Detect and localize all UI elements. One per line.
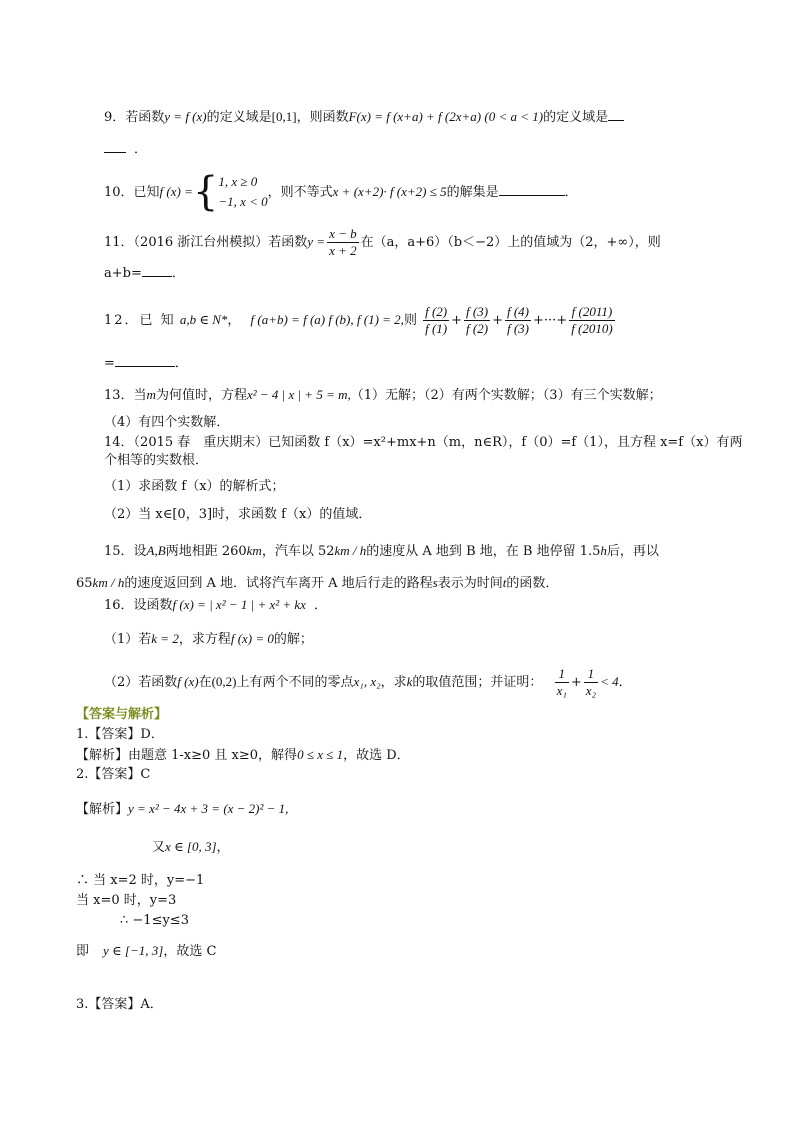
q14-p1: （1）求函数 f（x）的解析式； — [104, 479, 285, 494]
q16-p1c: ，求方程 — [178, 632, 231, 647]
q12-comma: ， — [227, 313, 241, 328]
question-11-cont — [104, 264, 185, 283]
q16-p1b: k = 2 — [151, 631, 179, 646]
question-9-cont — [104, 140, 147, 159]
q16-p2g: ，求 — [380, 675, 407, 690]
q9-blank-a — [608, 108, 624, 121]
question-14-part2 — [104, 506, 371, 524]
q12-prefix: 12．已 知 — [104, 313, 176, 328]
q16-p2e: 上有两个不同的零点 — [236, 675, 354, 690]
answer-1-math: 0 ≤ x ≤ 1 — [297, 747, 344, 762]
answer-2-conclusion — [76, 942, 216, 961]
q9-prefix: 9．若函数 — [104, 110, 165, 125]
question-16 — [104, 596, 327, 615]
q12-eq: = — [104, 356, 115, 371]
answer-2-math: y = x² − 4x + 3 = (x − 2)² − 1, — [128, 801, 289, 816]
q16-p2f: x₁, x₂ — [353, 674, 381, 689]
q12-frac-2-num: f (3) — [466, 304, 489, 319]
q10-text2: 的解集是 — [446, 185, 499, 200]
q13-cases: （1）无解；（2）有两个实数解；（3）有三个实数解； — [350, 388, 662, 403]
q15-65: 65 — [76, 576, 93, 591]
question-16-part1 — [104, 630, 313, 649]
q15-text4: 后，再以 — [606, 544, 659, 559]
answer-2-text: 2.【答案】C — [76, 767, 151, 782]
question-14 — [104, 434, 742, 452]
q12-frac-4 — [569, 304, 615, 337]
q9-func: y = f (x) — [164, 109, 207, 124]
q9-text3: 的定义域是 — [543, 110, 609, 125]
q16-frac-2 — [584, 666, 598, 699]
q16-p1a: （1）若 — [104, 632, 152, 647]
q10-end: ． — [564, 185, 578, 200]
q14-p2: （2）当 x∈[0，3]时，求函数 f（x）的值域． — [104, 507, 372, 522]
q15-text5: 的速度返回到 A 地．试将汽车离开 A 地后行走的路程 — [124, 576, 433, 591]
q10-piecewise — [192, 169, 268, 216]
q12-frac-1-num: f (2) — [425, 304, 448, 319]
answer-2-step1 — [76, 872, 204, 890]
answer-2 — [76, 766, 150, 784]
q13-text: 为何值时，方程 — [155, 388, 247, 403]
q16-frac-1-den: x₁ — [556, 683, 567, 698]
q16-prefix: 16．设函数 — [104, 598, 173, 613]
q10-prefix: 10．已知 — [104, 185, 160, 200]
q15-text: 两地相距 260 — [165, 544, 247, 559]
q16-p2a: （2）若函数 — [104, 675, 178, 690]
q10-case1: 1, x ≥ 0 — [218, 174, 258, 190]
question-13-cont — [104, 414, 229, 432]
q12-funceq: f (a+b) = f (a) f (b), f (1) = 2, — [250, 312, 404, 327]
q15-h: h — [600, 543, 607, 558]
q11-fraction — [327, 226, 359, 259]
answer-2-explain — [76, 800, 288, 819]
q16-p1d: f (x) = 0 — [230, 631, 274, 646]
q10-func: f (x) = — [159, 184, 193, 199]
q16-p2h: k — [406, 674, 413, 689]
q10-text: ，则不等式 — [267, 185, 333, 200]
q11-end: ． — [171, 266, 185, 281]
q15-kmh2: km / h — [92, 575, 125, 590]
answer-1-explain-text: 【解析】由题意 1-x≥0 且 x≥0，解得 — [76, 748, 298, 763]
q16-frac-1-num: 1 — [555, 666, 569, 683]
question-12: 12．已 知 a,b ∈ N*， f (a+b) = f (a) f (b), f (1) = 2,则 $\frac{f (2)}{f (1)}$ + $\frac{f (3)}{f (2)}$ + $\frac{f (4)}{f (3)}$ +···+ $\frac{f (2011)}{f (2010)}$ — [104, 304, 613, 336]
q15-ab: A,B — [146, 543, 166, 558]
q12-frac-4-num: f (2011) — [569, 304, 615, 321]
q14-line2: 个相等的实数根． — [104, 453, 209, 468]
question-12-cont — [104, 354, 188, 373]
q15-text6: 表示为时间 — [437, 576, 503, 591]
q15-prefix: 15．设 — [104, 544, 147, 559]
answer-3 — [76, 996, 163, 1014]
q9-domain: [0,1] — [271, 109, 297, 124]
q15-text2: ，汽车以 52 — [261, 544, 335, 559]
answer-2-step2-text: 当 x=0 时，y=3 — [76, 893, 177, 908]
q16-lt4: < 4 — [600, 674, 619, 689]
q15-s: s — [432, 575, 438, 590]
question-10 — [104, 169, 578, 216]
question-11 — [104, 224, 661, 260]
q11-prefix: 11．（2016 浙江台州模拟）若函数 — [104, 235, 308, 250]
answer-1-explain — [76, 746, 410, 765]
q16-p2end: ． — [618, 675, 632, 690]
q10-ineq: x + (x+2)· f (x+2) ≤ 5 — [332, 184, 447, 199]
q12-blank — [115, 354, 175, 367]
q13-m: m — [146, 387, 156, 402]
q12-end: ． — [174, 356, 188, 371]
question-9 — [104, 108, 624, 127]
q12-frac-2 — [464, 304, 490, 337]
q16-p2c: 在 — [198, 675, 212, 690]
answer-2-explain-label: 【解析】 — [76, 802, 129, 817]
q12-frac-2-den: f (2) — [466, 321, 489, 336]
answer-2-you: 又 — [152, 840, 166, 855]
q11-numerator: x − b — [329, 226, 357, 241]
answer-2-domain-end: ， — [216, 840, 230, 855]
question-13 — [104, 386, 662, 405]
answers-heading-text: 【答案与解析】 — [76, 707, 168, 722]
q15-text7: 的函数． — [506, 576, 559, 591]
q16-func: f (x) = | x² − 1 | + x² + kx — [172, 597, 306, 612]
q13-equation: x² − 4 | x | + 5 = m, — [246, 387, 351, 402]
q12-set: a,b ∈ N* — [179, 312, 228, 327]
q12-frac-4-den: f (2010) — [571, 321, 613, 336]
question-15 — [104, 542, 659, 561]
q9-blank-b — [104, 140, 126, 153]
left-brace-icon: { — [192, 169, 219, 216]
q14-line1: 14．（2015 春 重庆期末）已知函数 f（x）=x²+mx+n（m，n∈R），f（0）=f（1），且方程 x=f（x）有两 — [104, 435, 743, 450]
q16-p2i: 的取值范围；并证明： — [412, 675, 543, 690]
q16-p2d: (0,2) — [211, 674, 237, 689]
q11-aplusb: a+b= — [104, 266, 142, 281]
question-16-part2 — [104, 662, 632, 702]
q12-frac-3 — [505, 304, 531, 337]
q9-Ffunc: F(x) = f (x+a) + f (2x+a) (0 < a < 1) — [348, 109, 544, 124]
q12-then: 则 — [403, 313, 417, 328]
q10-case2: −1, x < 0 — [218, 194, 268, 210]
q12-dots: +···+ — [533, 313, 568, 328]
q11-denominator: x + 2 — [329, 243, 357, 258]
q15-km: km — [246, 543, 262, 558]
answer-2-step3 — [120, 912, 189, 930]
answer-2-choose: ，故选 C — [163, 944, 217, 959]
answer-2-domain — [152, 838, 230, 857]
q15-kmh: km / h — [334, 543, 367, 558]
q15-text3: 的速度从 A 地到 B 地，在 B 地停留 1.5 — [366, 544, 601, 559]
answer-3-text: 3.【答案】A． — [76, 997, 163, 1012]
q16-p1e: 的解； — [273, 632, 313, 647]
q15-t: t — [502, 575, 507, 590]
question-14-cont — [104, 452, 208, 470]
q16-frac-2-den: x₂ — [585, 683, 597, 698]
question-14-part1 — [104, 478, 285, 496]
answer-2-range: y ∈ [−1, 3] — [103, 943, 164, 958]
q16-frac-1 — [555, 666, 569, 699]
answer-2-domain-math: x ∈ [0, 3] — [165, 839, 217, 854]
q16-end: ． — [313, 598, 327, 613]
q11-blank — [142, 264, 172, 277]
q12-frac-1 — [423, 304, 449, 337]
answer-2-step2 — [76, 892, 176, 910]
q10-blank — [499, 183, 565, 196]
answer-1-text: 1.【答案】D． — [76, 727, 164, 742]
q16-plus: + — [570, 675, 582, 690]
q9-end: ． — [134, 142, 148, 157]
q13-line2: （4）有四个实数解． — [104, 415, 230, 430]
answer-2-step3-text: ∴ −1≤y≤3 — [120, 913, 189, 928]
q9-text2: ，则函数 — [296, 110, 349, 125]
q16-frac-2-num: 1 — [584, 666, 598, 683]
q12-frac-1-den: f (1) — [425, 321, 448, 336]
q11-y: y = — [307, 234, 326, 249]
q12-frac-3-den: f (3) — [506, 321, 529, 336]
q16-p2b: f (x) — [177, 674, 199, 689]
answers-heading — [76, 706, 167, 724]
answer-2-ji: 即 — [76, 944, 90, 959]
q9-text: 的定义域是 — [206, 110, 272, 125]
q11-text: 在（a，a+6）（b＜−2）上的值域为（2，+∞），则 — [360, 235, 661, 250]
answer-1 — [76, 726, 164, 744]
q12-frac-3-num: f (4) — [506, 304, 529, 319]
answer-1-end: ，故选 D． — [343, 748, 410, 763]
q13-prefix: 13．当 — [104, 388, 147, 403]
answer-2-step1-text: ∴ 当 x=2 时，y=−1 — [76, 873, 205, 888]
question-15-cont — [76, 574, 558, 593]
